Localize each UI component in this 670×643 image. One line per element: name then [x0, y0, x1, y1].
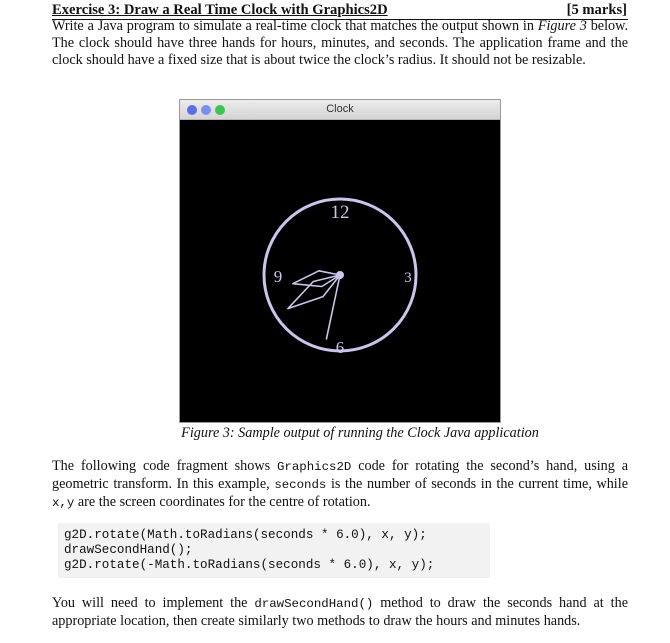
explanation-paragraph [52, 458, 628, 512]
clock-hands [288, 271, 340, 340]
numeral-3: 3 [404, 270, 412, 286]
figure-reference: Figure 3 [537, 18, 587, 34]
para2-text-3: is the number of seconds in the current time, while [326, 476, 628, 492]
para2-code-2: seconds [274, 478, 327, 492]
clock-center-pin [336, 271, 344, 279]
exercise-marks: [5 marks] [566, 2, 627, 18]
para2-text-2: code for rotating the second’s hand, using a geometric transform. In this example, [52, 458, 629, 492]
numeral-9: 9 [273, 267, 283, 286]
para3-text-2: method to draw the seconds hand at the appropriate location, then create similarly two methods to draw the hours and minutes hands. [52, 595, 628, 629]
para2-text-4: are the screen coordinates for the centre of rotation. [74, 494, 371, 510]
code-line: g2D.rotate(-Math.toRadians(seconds * 6.0), x, y); [64, 558, 435, 572]
window-title: Clock [326, 103, 354, 115]
window-titlebar[interactable] [180, 100, 500, 120]
code-block [58, 523, 490, 578]
para2-text-1: The following code fragment shows [52, 458, 277, 474]
para3-code-1: drawSecondHand() [254, 597, 374, 611]
intro-text-1: Write a Java program to simulate a real-time clock that matches the output shown in [52, 18, 538, 34]
intro-paragraph [52, 18, 628, 69]
intro-text-2: below. The clock should have three hands for hours, minutes, and seconds. The application frame and the clock should have a fixed size that is about twice the clock’s radius. It should not be resizable. [52, 18, 628, 68]
clock-canvas [180, 121, 500, 422]
analog-clock [180, 121, 500, 422]
code-line: drawSecondHand(); [64, 543, 193, 557]
para3-text-1: You will need to implement the [52, 595, 255, 611]
para2-code-3: x,y [52, 496, 75, 510]
para2-code-1: Graphics2D [276, 460, 352, 474]
instruction-paragraph [52, 595, 628, 630]
clock-window [179, 99, 501, 423]
figure-caption: Figure 3: Sample output of running the Clock Java application [181, 425, 539, 441]
numeral-12: 12 [330, 202, 350, 223]
code-line: g2D.rotate(Math.toRadians(seconds * 6.0), x, y); [64, 528, 427, 542]
numeral-6: 6 [335, 338, 345, 357]
exercise-title: Exercise 3: Draw a Real Time Clock with Graphics2D [52, 2, 388, 18]
